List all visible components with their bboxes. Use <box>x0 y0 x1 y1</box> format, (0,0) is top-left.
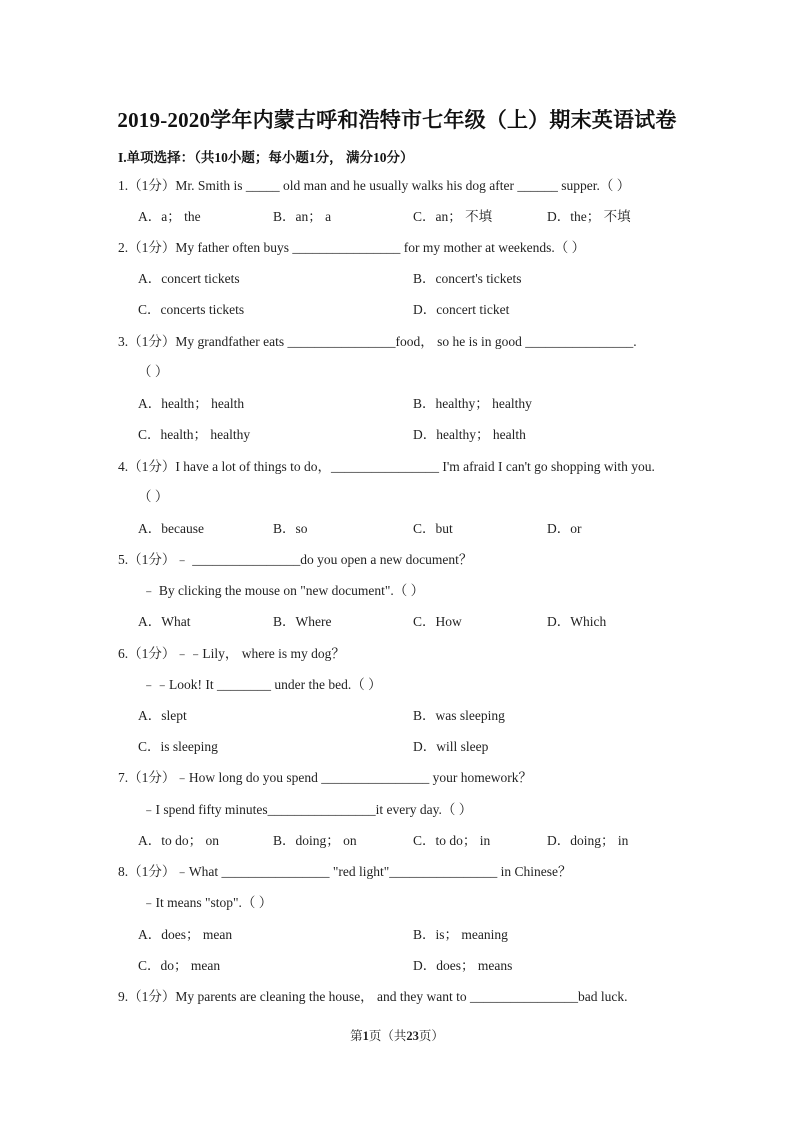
question-2-option-c: C．concerts tickets <box>138 302 245 317</box>
question-4-option-d: D．or <box>547 521 582 536</box>
question-3-text: 3.（1分）My grandfather eats ________________food， so he is in good ________________. <box>118 334 637 349</box>
footer-total-pages: 23 <box>406 1029 419 1043</box>
question-3-option-c: C．health； healthy <box>138 427 251 442</box>
question-8-option-d: D．does； means <box>413 958 513 973</box>
question-8-option-c: C．do； mean <box>138 958 221 973</box>
question-6-text: 6.（1分）﹣﹣Lily， where is my dog？ <box>118 646 345 661</box>
footer-page-number: 1 <box>362 1029 369 1043</box>
question-4-answer-paren: （ ） <box>138 489 169 504</box>
question-8-option-a: A．does； mean <box>138 927 233 942</box>
question-6-option-b: B．was sleeping <box>413 708 505 723</box>
question-7-option-d: D．doing； in <box>547 833 629 848</box>
question-2-option-a: A．concert tickets <box>138 271 240 286</box>
question-2-option-d: D．concert ticket <box>413 302 510 317</box>
question-1-option-c: C．an； 不填 <box>413 209 493 224</box>
question-3-option-d: D．healthy； health <box>413 427 526 442</box>
question-5-text: 5.（1分）﹣ ________________do you open a new document？ <box>118 552 473 567</box>
question-3-answer-paren: （ ） <box>138 364 169 379</box>
question-1-option-b: B．an； a <box>273 209 332 224</box>
question-6-option-d: D．will sleep <box>413 739 489 754</box>
question-9-text: 9.（1分）My parents are cleaning the house， and they want to ________________bad luck. <box>118 989 628 1004</box>
question-8-option-b: B．is； meaning <box>413 927 508 942</box>
footer-prefix: 第 <box>350 1029 363 1043</box>
question-5-option-b: B．Where <box>273 614 332 629</box>
question-7-text: 7.（1分）﹣How long do you spend ________________ your homework？ <box>118 770 532 785</box>
question-1-text: 1.（1分）Mr. Smith is _____ old man and he usually walks his dog after ______ supper.（ ） <box>118 178 631 193</box>
question-1-option-a: A．a； the <box>138 209 201 224</box>
question-7-option-b: B．doing； on <box>273 833 357 848</box>
question-6-option-c: C．is sleeping <box>138 739 218 754</box>
question-4-text: 4.（1分）I have a lot of things to do，________________ I'm afraid I can't go shopping with you. <box>118 459 655 474</box>
footer-suffix: 页） <box>418 1029 444 1043</box>
question-4-option-b: B．so <box>273 521 308 536</box>
question-6-reply: ﹣﹣Look! It ________ under the bed.（ ） <box>142 677 382 692</box>
question-3-option-a: A．health； health <box>138 396 245 411</box>
question-6-option-a: A．slept <box>138 708 187 723</box>
question-7-reply: ﹣I spend fifty minutes________________it every day.（ ） <box>142 802 473 817</box>
question-2-text: 2.（1分）My father often buys ________________ for my mother at weekends.（ ） <box>118 240 586 255</box>
page-title: 2019-2020学年内蒙古呼和浩特市七年级（上）期末英语试卷 <box>117 108 677 132</box>
question-8-reply: ﹣It means "stop".（ ） <box>142 895 273 910</box>
question-7-option-c: C．to do； in <box>413 833 491 848</box>
page-footer <box>0 1026 794 1044</box>
question-5-option-c: C．How <box>413 614 462 629</box>
question-3-option-b: B．healthy； healthy <box>413 396 532 411</box>
question-1-option-d: D．the； 不填 <box>547 209 631 224</box>
question-7-option-a: A．to do； on <box>138 833 219 848</box>
question-5-option-d: D．Which <box>547 614 607 629</box>
question-4-option-a: A．because <box>138 521 204 536</box>
section-heading: I.单项选择：（共10小题；每小题1分， 满分10分） <box>118 150 414 165</box>
question-8-text: 8.（1分）﹣What ________________ "red light"________________ in Chinese？ <box>118 864 572 879</box>
question-2-option-b: B．concert's tickets <box>413 271 522 286</box>
question-5-reply: ﹣ By clicking the mouse on "new document".（ ） <box>142 583 425 598</box>
question-4-option-c: C．but <box>413 521 453 536</box>
question-5-option-a: A．What <box>138 614 191 629</box>
footer-middle: 页（共 <box>368 1029 407 1043</box>
